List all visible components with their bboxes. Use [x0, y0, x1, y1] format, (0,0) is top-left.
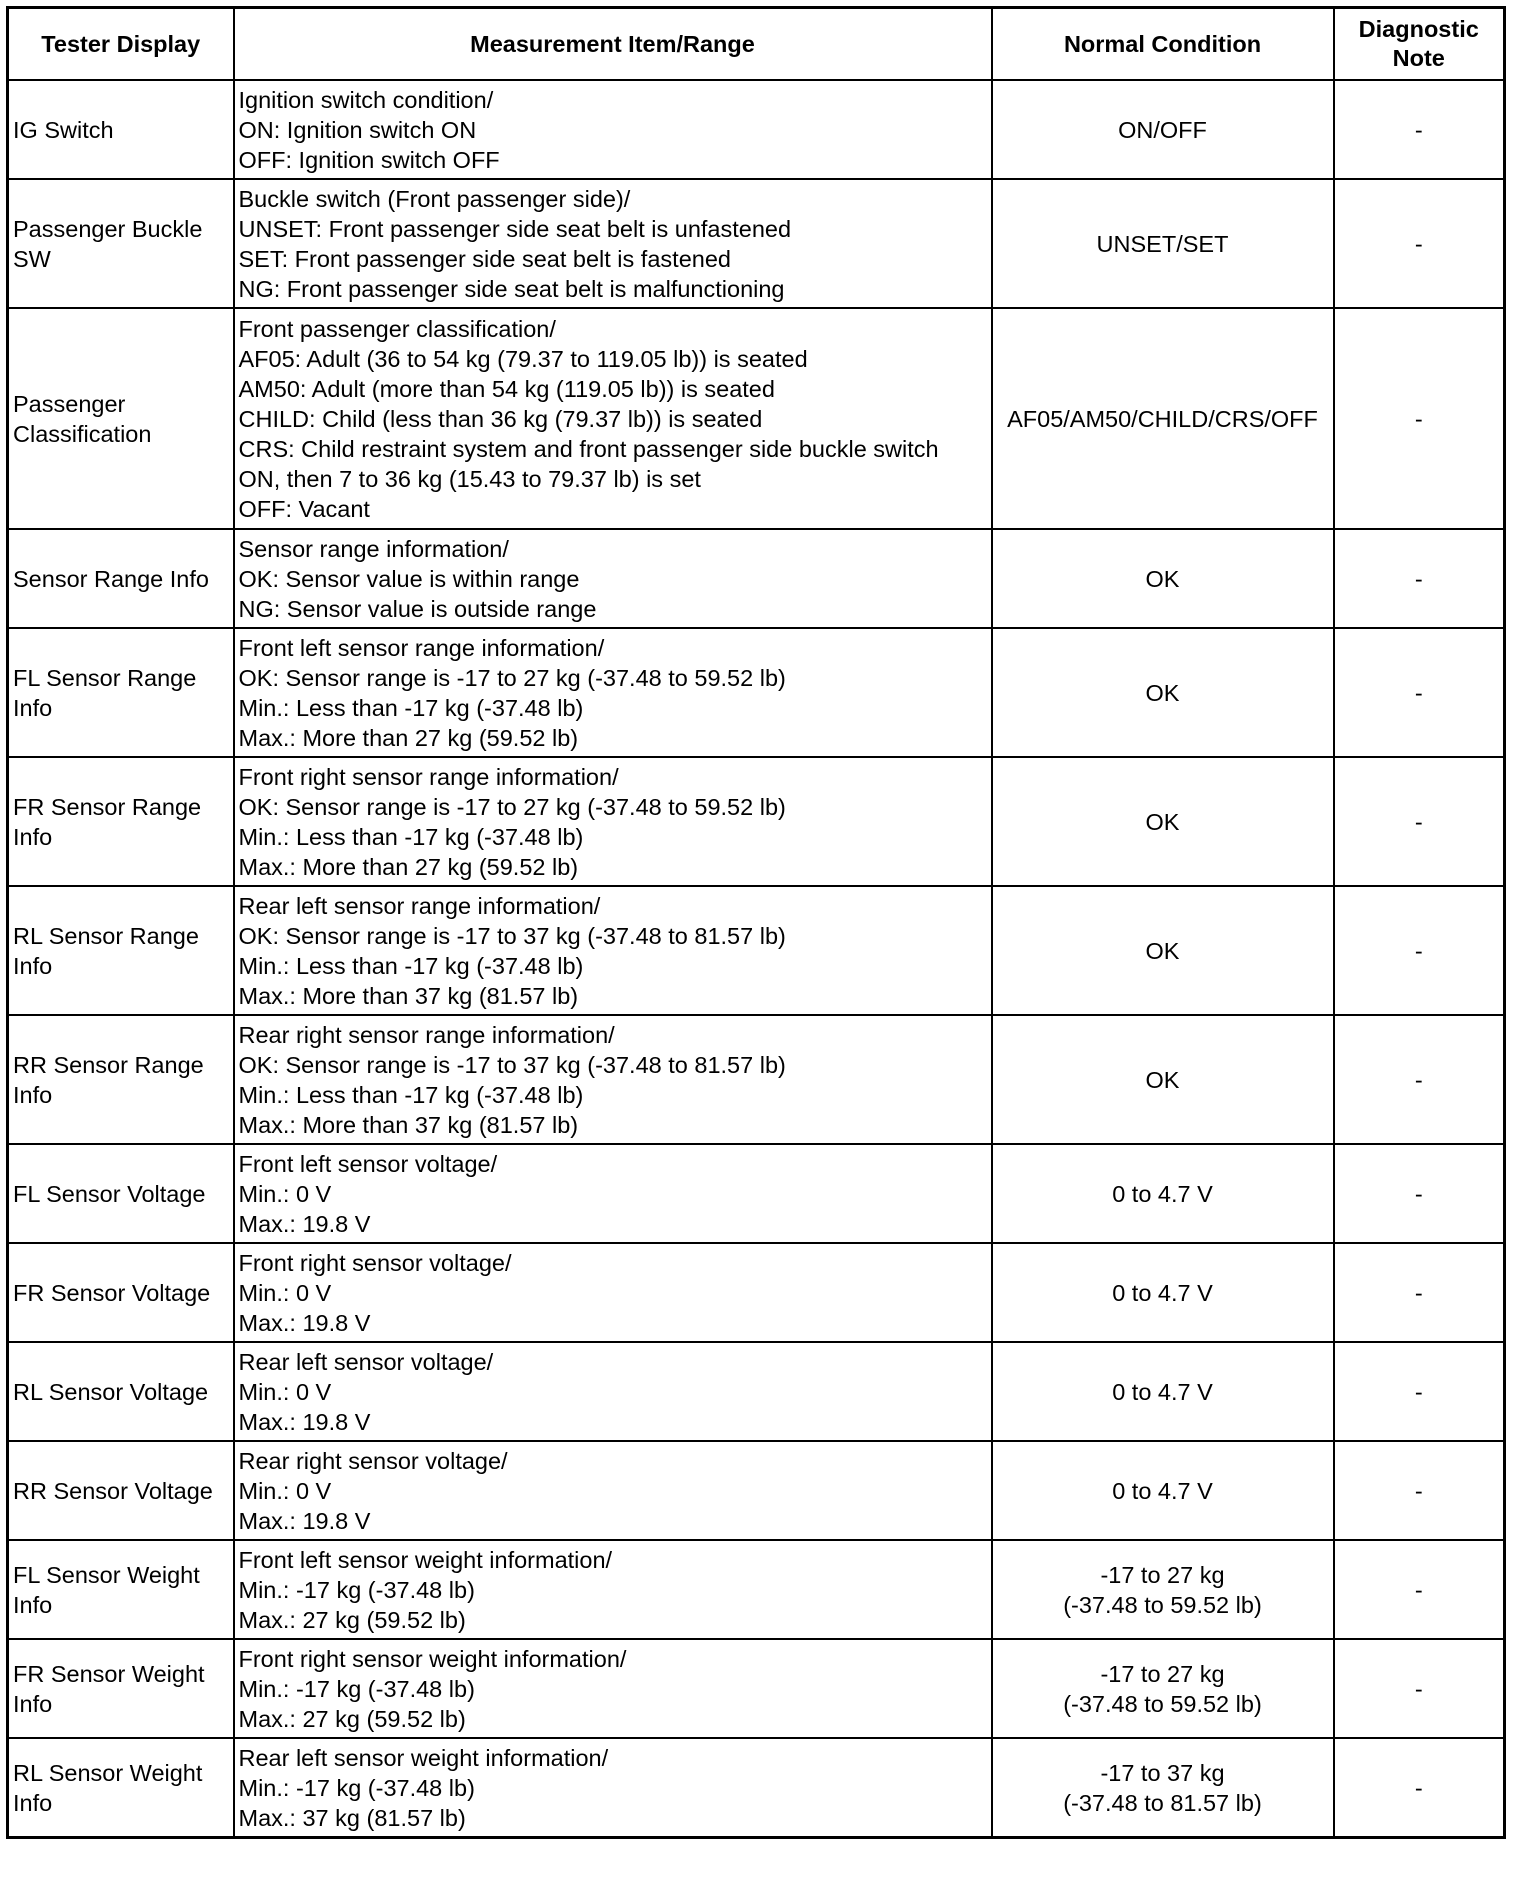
measurement-item-cell [234, 1243, 992, 1342]
normal-condition-cell [992, 1738, 1334, 1838]
normal-condition-cell-line: (-37.48 to 59.52 lb) [1063, 1591, 1262, 1618]
measurement-item-cell-line: OFF: Ignition switch OFF [238, 146, 500, 173]
measurement-item-cell-line: Max.: 19.8 V [238, 1507, 371, 1534]
tester-display-cell-line: RL Sensor Weight [13, 1759, 203, 1786]
measurement-item-cell-line: NG: Sensor value is outside range [238, 595, 597, 622]
normal-condition-cell [992, 80, 1334, 179]
measurement-item-cell-line: UNSET: Front passenger side seat belt is unfastened [238, 215, 792, 242]
diagnostic-note-cell: - [1334, 1441, 1505, 1540]
normal-condition-cell [992, 1342, 1334, 1441]
tester-display-cell-line: Info [13, 1690, 53, 1717]
measurement-item-cell-line: Min.: Less than -17 kg (-37.48 lb) [238, 694, 584, 721]
measurement-item-cell [234, 1015, 992, 1144]
measurement-item-cell-line: OK: Sensor range is -17 to 27 kg (-37.48 to 59.52 lb) [238, 664, 786, 691]
measurement-item-cell-line: AF05: Adult (36 to 54 kg (79.37 to 119.05 lb)) is seated [238, 345, 808, 372]
measurement-item-cell-line: Rear left sensor weight information/ [238, 1744, 609, 1771]
tester-display-cell-line: FL Sensor Weight [13, 1561, 200, 1588]
tester-display-cell-line: SW [13, 245, 51, 272]
measurement-item-cell-line: Ignition switch condition/ [238, 86, 494, 113]
tester-display-cell-line: Info [13, 952, 53, 979]
measurement-item-cell [234, 1342, 992, 1441]
tester-display-cell [8, 179, 234, 308]
normal-condition-cell-line: AF05/AM50/CHILD/CRS/OFF [1007, 405, 1318, 432]
diagnostic-note-cell: - [1334, 529, 1505, 628]
table-header-row [8, 8, 1505, 81]
diagnostic-note-cell: - [1334, 1015, 1505, 1144]
measurement-item-cell-line: CRS: Child restraint system and front passenger side buckle switch [238, 435, 939, 462]
tester-display-cell-line: FR Sensor Weight [13, 1660, 205, 1687]
normal-condition-cell-line: (-37.48 to 81.57 lb) [1063, 1789, 1262, 1816]
normal-condition-cell [992, 1243, 1334, 1342]
measurement-item-cell-line: Max.: 37 kg (81.57 lb) [238, 1804, 466, 1831]
measurement-item-cell-line: Front left sensor voltage/ [238, 1150, 498, 1177]
tester-display-cell [8, 1015, 234, 1144]
measurement-item-cell-line: OK: Sensor range is -17 to 37 kg (-37.48 to 81.57 lb) [238, 1051, 786, 1078]
tester-display-cell-line: RL Sensor Voltage [13, 1378, 209, 1405]
measurement-item-cell-line: Max.: More than 27 kg (59.52 lb) [238, 724, 579, 751]
measurement-item-cell-line: Rear right sensor range information/ [238, 1021, 615, 1048]
table-row [8, 1441, 1505, 1540]
tester-display-cell [8, 80, 234, 179]
diagnostic-note-cell: - [1334, 1639, 1505, 1738]
normal-condition-cell-line: 0 to 4.7 V [1112, 1180, 1213, 1207]
measurement-item-cell-line: Min.: Less than -17 kg (-37.48 lb) [238, 1081, 584, 1108]
measurement-item-cell-line: Min.: -17 kg (-37.48 lb) [238, 1675, 475, 1702]
table-row [8, 1015, 1505, 1144]
measurement-item-cell-line: Min.: -17 kg (-37.48 lb) [238, 1576, 475, 1603]
measurement-item-cell-line: Max.: 27 kg (59.52 lb) [238, 1705, 466, 1732]
table-row [8, 1540, 1505, 1639]
measurement-item-cell [234, 628, 992, 757]
normal-condition-cell-line: -17 to 37 kg [1100, 1759, 1225, 1786]
header-diagnostic-note [1334, 8, 1505, 81]
tester-display-cell [8, 1342, 234, 1441]
measurement-item-cell-line: Max.: 27 kg (59.52 lb) [238, 1606, 466, 1633]
tester-display-cell [8, 1144, 234, 1243]
normal-condition-cell-line: UNSET/SET [1096, 230, 1229, 257]
measurement-item-cell [234, 1441, 992, 1540]
measurement-item-cell-line: Max.: More than 37 kg (81.57 lb) [238, 1111, 579, 1138]
measurement-item-cell-line: Max.: 19.8 V [238, 1210, 371, 1237]
tester-display-cell-line: Info [13, 1081, 53, 1108]
tester-display-cell [8, 1738, 234, 1838]
measurement-item-cell-line: Max.: 19.8 V [238, 1408, 371, 1435]
normal-condition-cell [992, 1441, 1334, 1540]
diagnostic-note-cell: - [1334, 1342, 1505, 1441]
tester-display-cell-line: Info [13, 1789, 53, 1816]
normal-condition-cell-line: (-37.48 to 59.52 lb) [1063, 1690, 1262, 1717]
diagnostic-note-cell: - [1334, 179, 1505, 308]
measurement-item-cell [234, 179, 992, 308]
measurement-item-cell-line: Min.: Less than -17 kg (-37.48 lb) [238, 823, 584, 850]
header-normal-condition: Normal Condition [992, 8, 1334, 81]
data-monitor-table [6, 6, 1506, 1839]
table-row [8, 1639, 1505, 1738]
table-body [8, 80, 1505, 1838]
measurement-item-cell-line: Min.: -17 kg (-37.48 lb) [238, 1774, 475, 1801]
normal-condition-cell-line: OK [1145, 565, 1180, 592]
normal-condition-cell [992, 179, 1334, 308]
tester-display-cell [8, 1441, 234, 1540]
tester-display-cell [8, 1540, 234, 1639]
measurement-item-cell-line: Max.: 19.8 V [238, 1309, 371, 1336]
measurement-item-cell-line: SET: Front passenger side seat belt is fastened [238, 245, 731, 272]
measurement-item-cell-line: Front left sensor weight information/ [238, 1546, 613, 1573]
tester-display-cell [8, 1639, 234, 1738]
diagnostic-note-cell: - [1334, 628, 1505, 757]
tester-display-cell-line: Passenger [13, 390, 126, 417]
measurement-item-cell-line: Front right sensor voltage/ [238, 1249, 512, 1276]
table-row [8, 757, 1505, 886]
tester-display-cell [8, 1243, 234, 1342]
tester-display-cell-line: Classification [13, 420, 152, 447]
measurement-item-cell-line: Min.: 0 V [238, 1279, 332, 1306]
measurement-item-cell-line: Rear right sensor voltage/ [238, 1447, 508, 1474]
measurement-item-cell-line: Front passenger classification/ [238, 315, 556, 342]
normal-condition-cell [992, 1144, 1334, 1243]
measurement-item-cell [234, 80, 992, 179]
tester-display-cell-line: Info [13, 1591, 53, 1618]
measurement-item-cell-line: Front right sensor range information/ [238, 763, 619, 790]
normal-condition-cell-line: 0 to 4.7 V [1112, 1477, 1213, 1504]
measurement-item-cell-line: ON: Ignition switch ON [238, 116, 477, 143]
measurement-item-cell-line: Front left sensor range information/ [238, 634, 605, 661]
tester-display-cell-line: IG Switch [13, 116, 114, 143]
measurement-item-cell [234, 1639, 992, 1738]
measurement-item-cell [234, 1738, 992, 1838]
table-row [8, 1738, 1505, 1838]
measurement-item-cell [234, 1540, 992, 1639]
normal-condition-cell-line: OK [1145, 808, 1180, 835]
measurement-item-cell-line: Sensor range information/ [238, 535, 509, 562]
measurement-item-cell [234, 757, 992, 886]
measurement-item-cell-line: Rear left sensor voltage/ [238, 1348, 494, 1375]
measurement-item-cell-line: ON, then 7 to 36 kg (15.43 to 79.37 lb) is set [238, 465, 701, 492]
measurement-item-cell [234, 886, 992, 1015]
measurement-item-cell-line: Min.: 0 V [238, 1180, 332, 1207]
table-row [8, 179, 1505, 308]
tester-display-cell-line: Info [13, 694, 53, 721]
normal-condition-cell [992, 308, 1334, 529]
measurement-item-cell-line: Front right sensor weight information/ [238, 1645, 627, 1672]
tester-display-cell-line: Passenger Buckle [13, 215, 203, 242]
diagnostic-note-cell: - [1334, 757, 1505, 886]
diagnostic-note-cell: - [1334, 80, 1505, 179]
normal-condition-cell [992, 757, 1334, 886]
normal-condition-cell [992, 529, 1334, 628]
normal-condition-cell-line: OK [1145, 937, 1180, 964]
table-row [8, 886, 1505, 1015]
measurement-item-cell-line: OK: Sensor range is -17 to 27 kg (-37.48 to 59.52 lb) [238, 793, 786, 820]
table-row [8, 308, 1505, 529]
normal-condition-cell [992, 628, 1334, 757]
tester-display-cell-line: Sensor Range Info [13, 565, 209, 592]
diagnostic-note-cell: - [1334, 1540, 1505, 1639]
table-row [8, 628, 1505, 757]
measurement-item-cell-line: AM50: Adult (more than 54 kg (119.05 lb)) is seated [238, 375, 775, 402]
normal-condition-cell-line: -17 to 27 kg [1100, 1561, 1225, 1588]
measurement-item-cell-line: Min.: 0 V [238, 1378, 332, 1405]
table-row [8, 80, 1505, 179]
tester-display-cell [8, 308, 234, 529]
tester-display-cell-line: RL Sensor Range [13, 922, 199, 949]
normal-condition-cell [992, 1540, 1334, 1639]
tester-display-cell [8, 757, 234, 886]
measurement-item-cell [234, 308, 992, 529]
measurement-item-cell-line: Min.: 0 V [238, 1477, 332, 1504]
diagnostic-note-cell: - [1334, 1144, 1505, 1243]
header-tester-display: Tester Display [8, 8, 234, 81]
normal-condition-cell-line: ON/OFF [1118, 116, 1207, 143]
tester-display-cell-line: RR Sensor Range [13, 1051, 204, 1078]
normal-condition-cell-line: 0 to 4.7 V [1112, 1279, 1213, 1306]
measurement-item-cell [234, 529, 992, 628]
measurement-item-cell-line: Min.: Less than -17 kg (-37.48 lb) [238, 952, 584, 979]
header-measurement-item: Measurement Item/Range [234, 8, 992, 81]
normal-condition-cell-line: OK [1145, 1066, 1180, 1093]
table-row [8, 1144, 1505, 1243]
diagnostic-note-cell: - [1334, 1738, 1505, 1838]
tester-display-cell [8, 628, 234, 757]
normal-condition-cell [992, 1015, 1334, 1144]
tester-display-cell-line: RR Sensor Voltage [13, 1477, 213, 1504]
tester-display-cell-line: FL Sensor Range [13, 664, 197, 691]
measurement-item-cell-line: OFF: Vacant [238, 495, 370, 522]
tester-display-cell-line: FR Sensor Voltage [13, 1279, 211, 1306]
diagnostic-note-cell: - [1334, 886, 1505, 1015]
tester-display-cell [8, 529, 234, 628]
normal-condition-cell [992, 886, 1334, 1015]
tester-display-cell [8, 886, 234, 1015]
measurement-item-cell-line: CHILD: Child (less than 36 kg (79.37 lb)) is seated [238, 405, 763, 432]
tester-display-cell-line: Info [13, 823, 53, 850]
normal-condition-cell [992, 1639, 1334, 1738]
table-row [8, 1342, 1505, 1441]
measurement-item-cell-line: OK: Sensor value is within range [238, 565, 580, 592]
measurement-item-cell-line: Buckle switch (Front passenger side)/ [238, 185, 631, 212]
normal-condition-cell-line: OK [1145, 679, 1180, 706]
header-diagnostic-note-line1: Diagnostic [1358, 16, 1479, 42]
tester-display-cell-line: FL Sensor Voltage [13, 1180, 206, 1207]
table-row [8, 1243, 1505, 1342]
measurement-item-cell-line: NG: Front passenger side seat belt is malfunctioning [238, 275, 785, 302]
diagnostic-note-cell: - [1334, 308, 1505, 529]
tester-display-cell-line: FR Sensor Range [13, 793, 202, 820]
normal-condition-cell-line: 0 to 4.7 V [1112, 1378, 1213, 1405]
normal-condition-cell-line: -17 to 27 kg [1100, 1660, 1225, 1687]
table-row [8, 529, 1505, 628]
header-diagnostic-note-line2: Note [1392, 45, 1445, 71]
measurement-item-cell-line: Rear left sensor range information/ [238, 892, 601, 919]
measurement-item-cell-line: Max.: More than 37 kg (81.57 lb) [238, 982, 579, 1009]
measurement-item-cell-line: OK: Sensor range is -17 to 37 kg (-37.48 to 81.57 lb) [238, 922, 786, 949]
measurement-item-cell-line: Max.: More than 27 kg (59.52 lb) [238, 853, 579, 880]
measurement-item-cell [234, 1144, 992, 1243]
diagnostic-note-cell: - [1334, 1243, 1505, 1342]
